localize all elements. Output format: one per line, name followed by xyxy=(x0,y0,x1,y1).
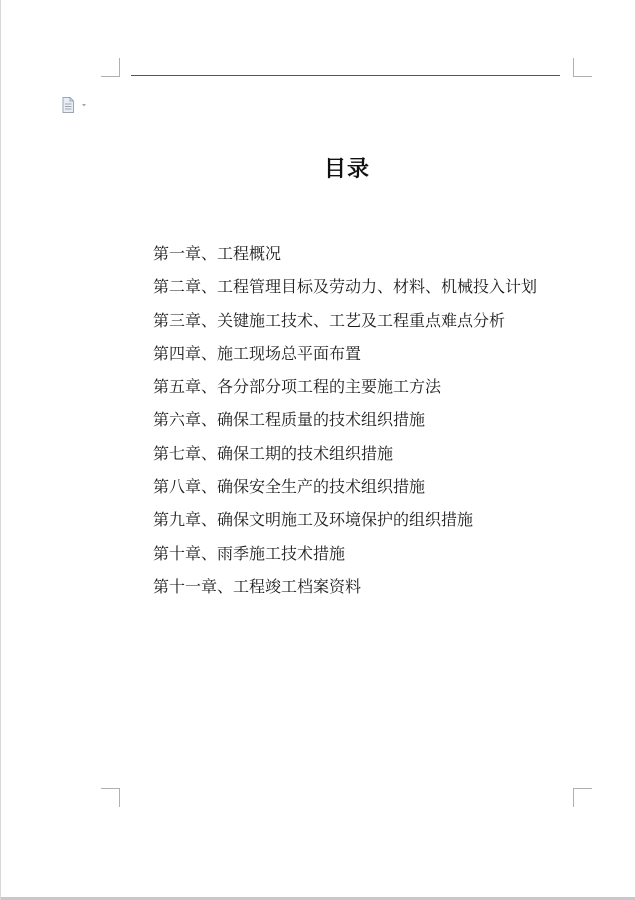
toc-entry[interactable]: 第十章、雨季施工技术措施 xyxy=(153,543,346,563)
margin-corner-top-right xyxy=(573,58,592,77)
toc-entry[interactable]: 第一章、工程概况 xyxy=(153,244,282,263)
toc-entry[interactable]: 第六章、确保工程质量的技术组织措施 xyxy=(153,410,426,430)
document-menu-icon[interactable] xyxy=(61,97,89,113)
toc-entry[interactable]: 第五章、各分部分项工程的主要施工方法 xyxy=(153,377,442,397)
toc-entry[interactable]: 第七章、确保工期的技术组织措施 xyxy=(153,443,394,463)
margin-corner-bottom-left xyxy=(101,788,120,807)
toc-entry[interactable]: 第四章、施工现场总平面布置 xyxy=(153,343,362,363)
toc-entry[interactable]: 第三章、关键施工技术、工艺及工程重点难点分析 xyxy=(153,310,506,330)
table-of-contents xyxy=(153,243,537,609)
toc-entry[interactable]: 第二章、工程管理目标及劳动力、材料、机械投入计划 xyxy=(153,277,538,297)
toc-entry[interactable]: 第九章、确保文明施工及环境保护的组织措施 xyxy=(153,510,474,530)
header-rule xyxy=(131,75,560,76)
toc-entry[interactable]: 第十一章、工程竣工档案资料 xyxy=(153,576,362,596)
margin-corner-bottom-right xyxy=(573,788,592,807)
document-page-icon xyxy=(61,97,89,113)
page-title: 目录 xyxy=(323,157,370,182)
margin-corner-top-left xyxy=(101,58,120,77)
toc-entry[interactable]: 第八章、确保安全生产的技术组织措施 xyxy=(153,477,426,497)
dropdown-arrow-icon xyxy=(82,104,86,107)
